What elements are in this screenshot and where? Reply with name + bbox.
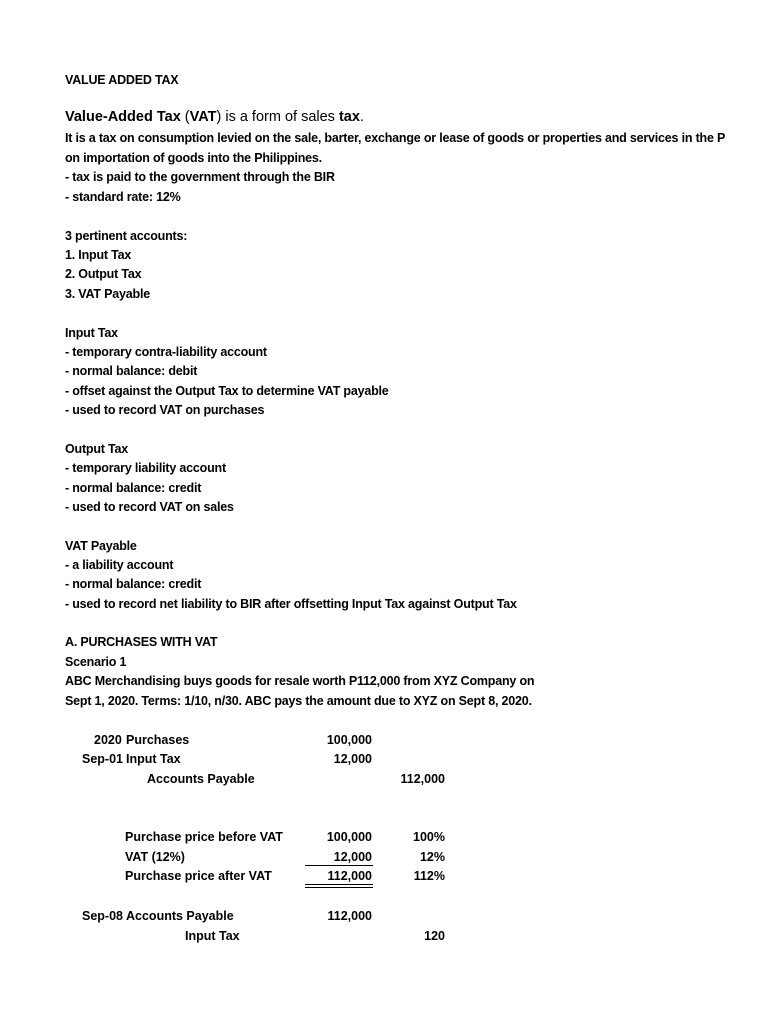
journal-credit: 112,000 [400, 772, 445, 786]
vat-payable-heading: VAT Payable [65, 539, 137, 553]
journal-account: Input Tax [185, 929, 240, 943]
document-title: VALUE ADDED TAX [65, 73, 179, 87]
intro-paren-open: ( [180, 109, 190, 125]
input-tax-bullet: - offset against the Output Tax to determine VAT payable [65, 384, 389, 398]
vat-payable-bullet: - a liability account [65, 558, 174, 572]
journal-year: 2020 [94, 733, 122, 747]
computation-percent: 12% [419, 850, 445, 864]
bullet-bir: - tax is paid to the government through the BIR [65, 170, 335, 184]
output-tax-bullet: - temporary liability account [65, 461, 226, 475]
computation-amount: 100,000 [326, 830, 372, 844]
scenario-line-1: ABC Merchandising buys goods for resale worth P112,000 from XYZ Company on [65, 674, 535, 688]
intro-tax-word: tax [338, 109, 360, 125]
journal-debit: 112,000 [327, 909, 372, 923]
input-tax-bullet: - temporary contra-liability account [65, 345, 267, 359]
subtotal-rule [305, 865, 373, 866]
journal-date: Sep-01 [82, 752, 123, 766]
computation-amount: 112,000 [327, 869, 372, 883]
intro-text: ) is a form of sales [216, 109, 339, 125]
journal-account: Purchases [126, 733, 190, 747]
definition-line-2: on importation of goods into the Philippines. [65, 151, 322, 165]
total-double-rule-top [305, 884, 373, 885]
total-double-rule-bottom [305, 887, 373, 888]
accounts-heading: 3 pertinent accounts: [65, 229, 188, 243]
section-a-heading: A. PURCHASES WITH VAT [65, 635, 218, 649]
output-tax-bullet: - used to record VAT on sales [65, 500, 234, 514]
input-tax-heading: Input Tax [65, 326, 118, 340]
intro-sentence [65, 108, 364, 126]
intro-abbrev: VAT [189, 109, 217, 125]
journal-date: Sep-08 [82, 909, 123, 923]
input-tax-bullet: - normal balance: debit [65, 364, 198, 378]
definition-line-1: It is a tax on consumption levied on the sale, barter, exchange or lease of goods or properties and services in the P [65, 131, 726, 145]
journal-debit: 100,000 [326, 733, 372, 747]
input-tax-bullet: - used to record VAT on purchases [65, 403, 265, 417]
account-item: 3. VAT Payable [65, 287, 150, 301]
intro-period: . [359, 109, 364, 125]
vat-payable-bullet: - used to record net liability to BIR after offsetting Input Tax against Output Tax [65, 597, 517, 611]
scenario-heading: Scenario 1 [65, 655, 127, 669]
computation-amount: 12,000 [333, 850, 372, 864]
computation-percent: 100% [413, 830, 445, 844]
computation-label: VAT (12%) [125, 850, 185, 864]
journal-account: Accounts Payable [126, 909, 234, 923]
journal-account: Input Tax [126, 752, 181, 766]
journal-account: Accounts Payable [147, 772, 255, 786]
intro-term: Value-Added Tax [65, 109, 181, 125]
output-tax-heading: Output Tax [65, 442, 129, 456]
computation-percent: 112% [413, 869, 445, 883]
vat-payable-bullet: - normal balance: credit [65, 577, 202, 591]
account-item: 2. Output Tax [65, 267, 142, 281]
journal-credit: 120 [424, 929, 445, 943]
bullet-rate: - standard rate: 12% [65, 190, 181, 204]
computation-label: Purchase price after VAT [125, 869, 272, 883]
journal-debit: 12,000 [333, 752, 372, 766]
scenario-line-2: Sept 1, 2020. Terms: 1/10, n/30. ABC pays the amount due to XYZ on Sept 8, 2020. [65, 694, 532, 708]
account-item: 1. Input Tax [65, 248, 132, 262]
output-tax-bullet: - normal balance: credit [65, 481, 202, 495]
computation-label: Purchase price before VAT [125, 830, 283, 844]
